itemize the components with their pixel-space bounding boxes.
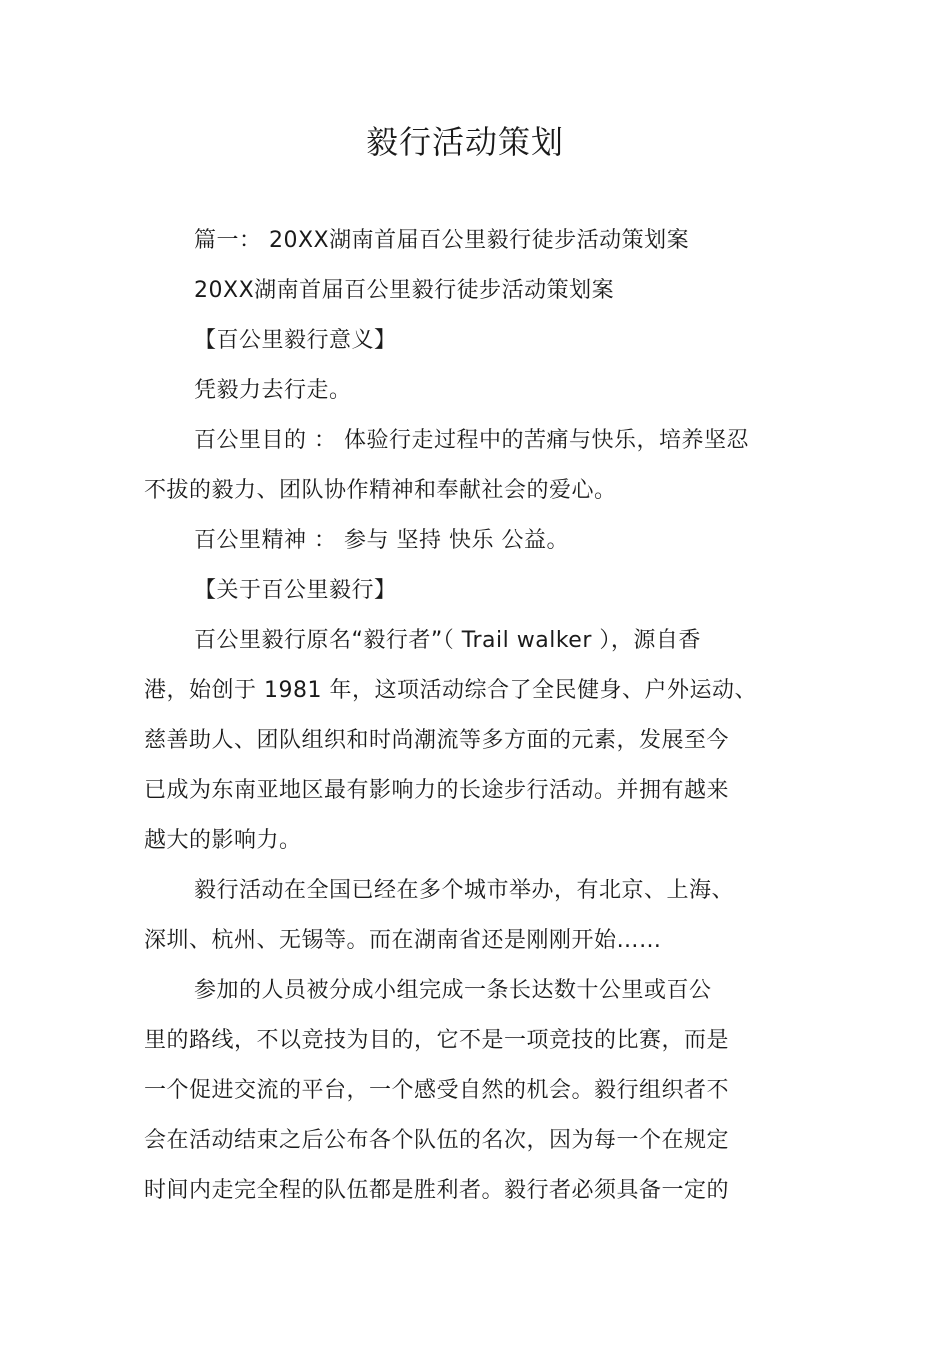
paragraph-line: 参加的人员被分成小组完成一条长达数十公里或百公 bbox=[194, 978, 712, 1003]
paragraph-line: 慈善助人、团队组织和时尚潮流等多方面的元素，发展至今 bbox=[144, 728, 730, 753]
paragraph-line: 凭毅力去行走。 bbox=[194, 378, 352, 403]
paragraph-line: 港，始创于 1981 年，这项活动综合了全民健身、户外运动、 bbox=[144, 678, 757, 703]
paragraph-line: 百公里毅行原名“毅行者”（ Trail walker ），源自香 bbox=[194, 628, 701, 653]
paragraph-line: 深圳、杭州、无锡等。而在湖南省还是刚刚开始…… bbox=[144, 928, 662, 953]
paragraph-line: 百公里目的 ： 体验行走过程中的苦痛与快乐，培养坚忍 bbox=[194, 428, 749, 453]
paragraph-line: 一个促进交流的平台，一个感受自然的机会。毅行组织者不 bbox=[144, 1078, 730, 1103]
paragraph-line: 毅行活动在全国已经在多个城市举办，有北京、上海、 bbox=[194, 878, 735, 903]
section-heading: 【关于百公里毅行】 bbox=[194, 578, 397, 603]
paragraph-line: 百公里精神 ： 参与 坚持 快乐 公益。 bbox=[194, 528, 569, 553]
section-heading: 【百公里毅行意义】 bbox=[194, 328, 397, 353]
paragraph-line: 会在活动结束之后公布各个队伍的名次，因为每一个在规定 bbox=[144, 1128, 730, 1153]
paragraph-line: 不拔的毅力、团队协作精神和奉献社会的爱心。 bbox=[144, 478, 617, 503]
paragraph-line: 越大的影响力。 bbox=[144, 828, 302, 853]
document-title: 毅行活动策划 bbox=[365, 123, 564, 161]
paragraph-line: 20XX湖南首届百公里毅行徒步活动策划案 bbox=[194, 278, 615, 303]
paragraph-line: 已成为东南亚地区最有影响力的长途步行活动。并拥有越来 bbox=[144, 778, 730, 803]
paragraph-line: 篇一： 20XX湖南首届百公里毅行徒步活动策划案 bbox=[194, 228, 690, 253]
paragraph-line: 里的路线，不以竞技为目的，它不是一项竞技的比赛，而是 bbox=[144, 1028, 730, 1053]
paragraph-line: 时间内走完全程的队伍都是胜利者。毅行者必须具备一定的 bbox=[144, 1178, 730, 1203]
